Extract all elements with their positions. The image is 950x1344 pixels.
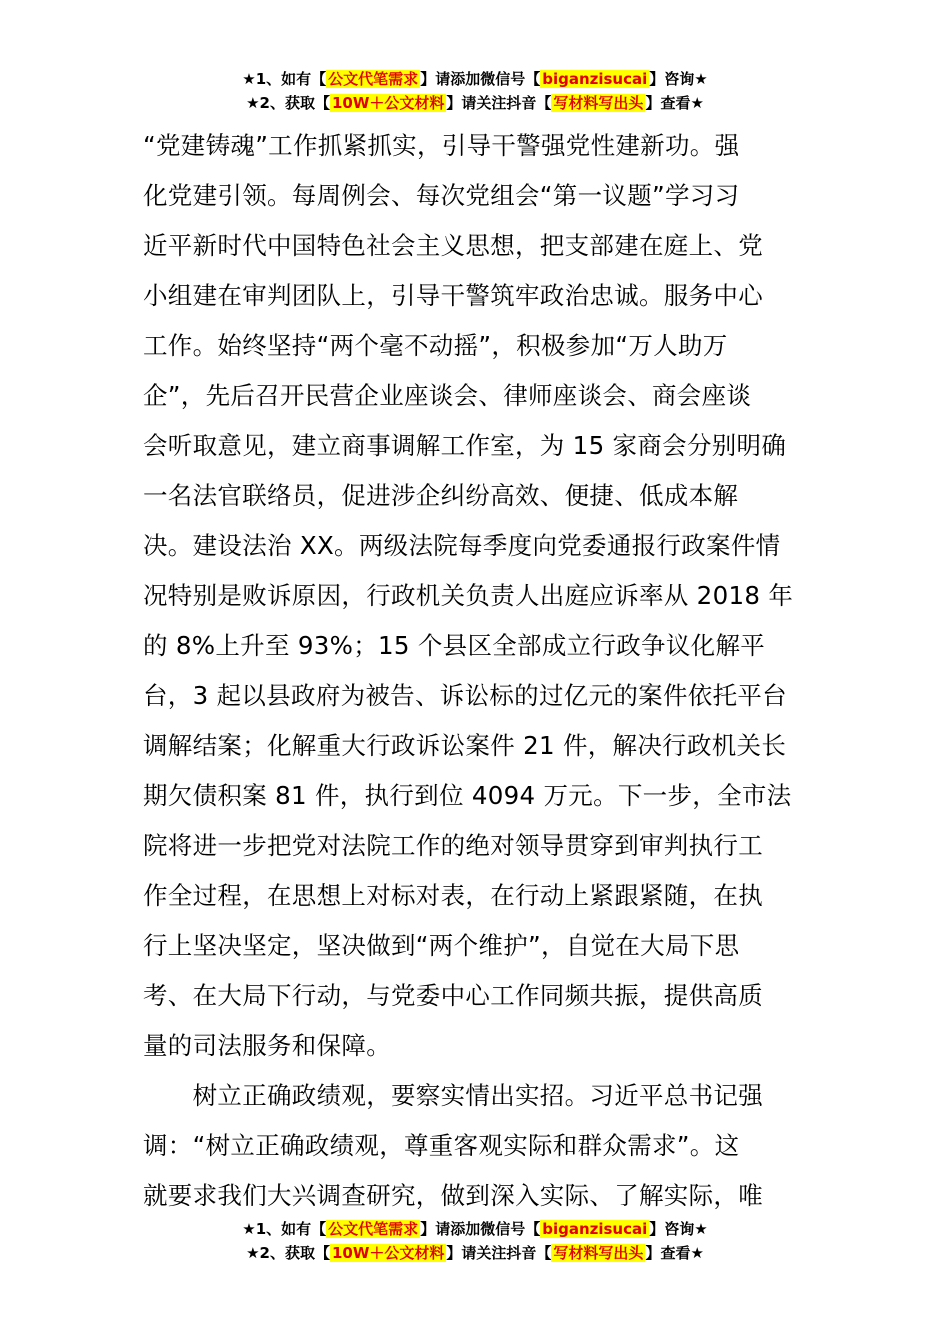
banner-text: 】请添加微信号【	[420, 70, 541, 88]
body-line: 就要求我们大兴调查研究，做到深入实际、了解实际，唯	[143, 1181, 763, 1210]
banner-text: 】请关注抖音【	[446, 94, 552, 112]
banner-text: 】咨询★	[649, 70, 708, 88]
banner-line-2	[0, 92, 950, 116]
banner-line-1	[0, 1218, 950, 1242]
body-line: 期欠债积案 81 件，执行到位 4094 万元。下一步，全市法	[143, 781, 792, 810]
body-line: 工作。始终坚持“两个毫不动摇”，积极参加“万人助万	[143, 331, 728, 360]
banner-highlight: 公文代笔需求	[328, 70, 419, 88]
body-line: 企”，先后召开民营企业座谈会、律师座谈会、商会座谈	[143, 381, 752, 410]
banner-text: 】查看★	[645, 94, 704, 112]
banner-highlight: 10W＋公文材料	[331, 1244, 445, 1262]
body-line: 树立正确政绩观，要察实情出实招。习近平总书记强	[143, 1081, 763, 1110]
body-line: 量的司法服务和保障。	[143, 1031, 391, 1060]
banner-line-1	[0, 68, 950, 92]
banner-douyin-id: 写材料写出头	[553, 94, 644, 112]
body-line: 的 8%上升至 93%；15 个县区全部成立行政争议化解平	[143, 631, 766, 660]
banner-text: 】咨询★	[649, 1220, 708, 1238]
body-line: 况特别是败诉原因，行政机关负责人出庭应诉率从 2018 年	[143, 581, 794, 610]
document-body	[143, 121, 807, 1221]
body-line: 小组建在审判团队上，引导干警筑牢政治忠诚。服务中心	[143, 281, 763, 310]
body-line: 近平新时代中国特色社会主义思想，把支部建在庭上、党	[143, 231, 763, 260]
body-line: 考、在大局下行动，与党委中心工作同频共振，提供高质	[143, 981, 763, 1010]
banner-highlight: 公文代笔需求	[328, 1220, 419, 1238]
body-line: 台，3 起以县政府为被告、诉讼标的过亿元的案件依托平台	[143, 681, 787, 710]
body-line: 决。建设法治 XX。两级法院每季度向党委通报行政案件情	[143, 531, 781, 560]
body-line: 化党建引领。每周例会、每次党组会“第一议题”学习习	[143, 181, 740, 210]
banner-text: 】查看★	[645, 1244, 704, 1262]
body-line: 行上坚决坚定，坚决做到“两个维护”，自觉在大局下思	[143, 931, 740, 960]
banner-wechat-id: biganzisucai	[542, 70, 648, 88]
banner-line-2	[0, 1242, 950, 1266]
banner-text: ★2、获取【	[246, 94, 330, 112]
banner-wechat-id: biganzisucai	[542, 1220, 648, 1238]
body-line: 院将进一步把党对法院工作的绝对领导贯穿到审判执行工	[143, 831, 763, 860]
banner-text: 】请关注抖音【	[446, 1244, 552, 1262]
header-banner	[0, 68, 950, 116]
banner-text: ★1、如有【	[242, 1220, 327, 1238]
banner-douyin-id: 写材料写出头	[553, 1244, 644, 1262]
body-line: 作全过程，在思想上对标对表，在行动上紧跟紧随，在执	[143, 881, 763, 910]
banner-text: ★1、如有【	[242, 70, 327, 88]
body-line: “党建铸魂”工作抓紧抓实，引导干警强党性建新功。强	[143, 131, 740, 160]
banner-text: 】请添加微信号【	[420, 1220, 541, 1238]
body-line: 一名法官联络员，促进涉企纠纷高效、便捷、低成本解	[143, 481, 739, 510]
body-line: 会听取意见，建立商事调解工作室，为 15 家商会分别明确	[143, 431, 787, 460]
banner-text: ★2、获取【	[246, 1244, 330, 1262]
footer-banner	[0, 1218, 950, 1266]
banner-highlight: 10W＋公文材料	[331, 94, 445, 112]
body-line: 调：“树立正确政绩观，尊重客观实际和群众需求”。这	[143, 1131, 740, 1160]
body-line: 调解结案；化解重大行政诉讼案件 21 件，解决行政机关长	[143, 731, 787, 760]
